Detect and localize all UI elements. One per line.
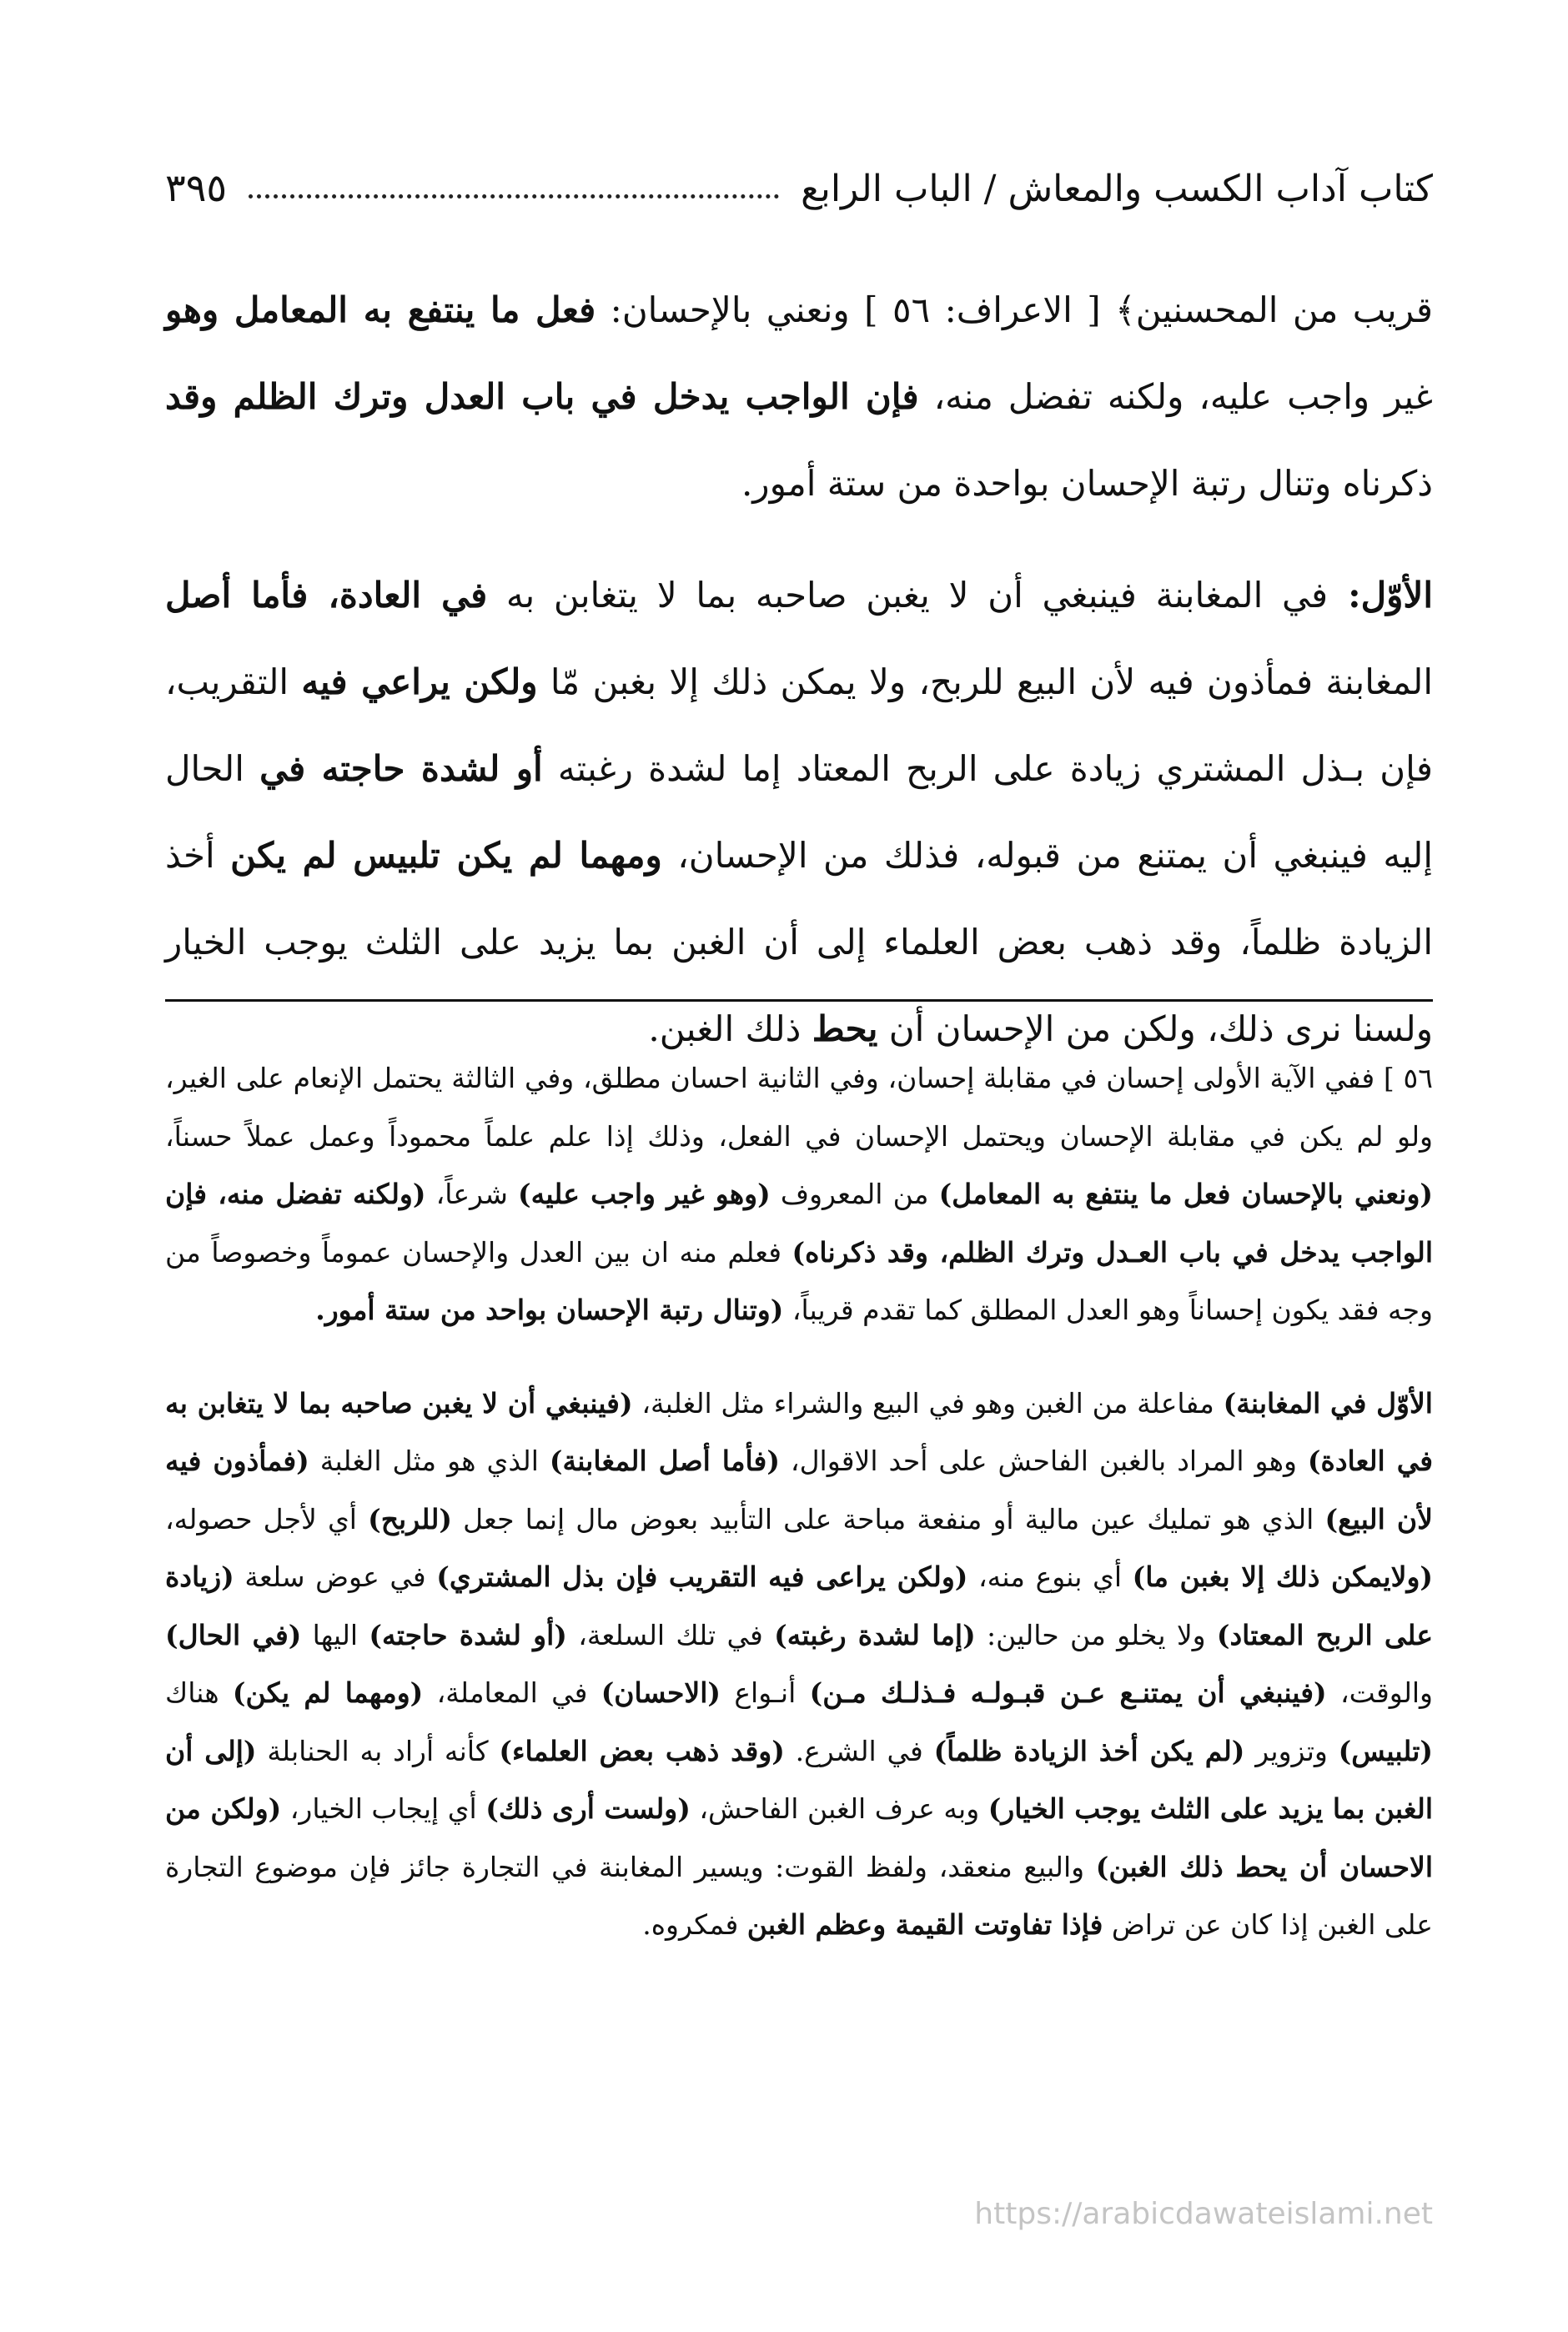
watermark-url: https://arabicdawateislami.net	[974, 2197, 1433, 2231]
bold-text-run: (ولكن يراعى فيه التقريب فإن بذل المشتري)	[436, 1561, 968, 1593]
main-paragraph-1	[165, 267, 1433, 527]
text-run: الحال إليه فينبغي أن يمتنع من قبوله، فذلك من الإحسان،	[165, 748, 1434, 876]
bold-text-run: (للربح)	[368, 1502, 453, 1535]
bold-text-run: (ولكن من الاحسان أن يحط ذلك الغبن)	[165, 1792, 1433, 1883]
bold-text-run: (ولايمكن ذلك إلا بغبن ما)	[1132, 1561, 1433, 1593]
bold-text-run: (تلبيس)	[1338, 1734, 1433, 1767]
bold-text-run: (فأما أصل المغابنة)	[549, 1445, 780, 1477]
bold-text-run: (إلى أن الغبن بما يزيد على الثلث يوجب الخيار)	[165, 1734, 1433, 1825]
bold-text-run: (وقد ذهب بعض العلماء)	[499, 1734, 785, 1767]
bold-text-run: (وتنال رتبة الإحسان بواحد من ستة أمور.	[315, 1294, 784, 1326]
text-run: وبه عرف الغبن الفاحش،	[690, 1792, 988, 1825]
text-run: غير واجب عليه، ولكنه تفضل منه،	[918, 376, 1434, 417]
bold-text-run: الأوّل:	[1328, 575, 1434, 616]
text-run: والوقت،	[1326, 1676, 1433, 1709]
bold-text-run: ومهما لم يكن تلبيس لم يكن	[230, 835, 662, 876]
text-run: ولا يخلو من حالين:	[975, 1618, 1217, 1651]
bold-text-run: (ولكنه تفضل منه، فإن الواجب يدخل في باب العـدل وترك الظلم، وقد ذكرناه)	[165, 1178, 1433, 1269]
page-number: ٣٩٥	[165, 165, 228, 210]
text-run: كأنه أراد به الحنابلة	[256, 1734, 500, 1767]
commentary	[165, 1049, 1433, 1954]
bold-text-run: يحط	[812, 1008, 878, 1049]
bold-text-run: (إما لشدة رغبته)	[774, 1618, 976, 1651]
commentary-paragraph-2	[165, 1375, 1433, 1954]
bold-text-run: (ونعني بالإحسان فعل ما ينتفع به المعامل)	[938, 1178, 1433, 1210]
text-run: وتزوير	[1244, 1734, 1339, 1767]
text-run: في المغابنة فينبغي أن لا يغبن صاحبه بما لا يتغابن به	[487, 575, 1329, 616]
bold-text-run: (لم يكن أخذ الزيادة ظلماً)	[933, 1734, 1245, 1767]
text-run: أي بنوع منه،	[967, 1561, 1133, 1593]
bold-text-run: (فينبغي أن لا يغبن صاحبه بما لا يتغابن به في العادة)	[165, 1386, 1433, 1477]
text-run: مفاعلة من الغبن وهو في البيع والشراء مثل الغلبة،	[632, 1386, 1224, 1420]
text-run: أي لأجل حصوله،	[165, 1502, 369, 1535]
header-dot-leader	[249, 193, 779, 199]
bold-text-run: فإن الواجب يدخل في باب العدل وترك الظلم وقد	[165, 376, 919, 417]
main-paragraph-2	[165, 552, 1433, 1073]
text-run: في عوض سلعة	[234, 1561, 437, 1593]
text-run: أي إيجاب الخيار،	[281, 1792, 486, 1825]
footnote-separator	[165, 999, 1433, 1002]
bold-text-run: فإذا تفاوتت القيمة وعظم الغبن	[746, 1908, 1103, 1941]
text-run: الذي هو مثل الغلبة	[309, 1445, 550, 1477]
text-run: قريب من المحسنين﴾ [ الاعراف: ٥٦ ] ونعني بالإحسان:	[596, 289, 1433, 330]
text-run: ٥٦ ] ففي الآية الأولى إحسان في مقابلة إحسان، وفي الثانية احسان مطلق، وفي الثالثة يحتمل الإنعام على الغير، ولو لم يكن في مقابلة الإحسان ويحتمل الإحسان في الفعل، وذلك إذا علم علماً محموداً وعمل عملاً حسناً،	[165, 1062, 1433, 1153]
bold-text-run: (ومهما لم يكن)	[232, 1676, 424, 1709]
bold-text-run: ولكن يراعي فيه	[301, 661, 538, 702]
bold-text-run: (الاحسان)	[601, 1676, 721, 1709]
text-run: ذلك الغبن.	[648, 1008, 812, 1049]
text-run: شرعاً،	[425, 1178, 519, 1210]
text-run: فعلم منه ان بين العدل والإحسان عموماً وخصوصاً من وجه فقد يكون إحساناً وهو العدل المطلق كما تقدم قريباً،	[165, 1235, 1433, 1326]
text-run: أخذ الزيادة ظلماً، وقد ذهب بعض العلماء إلى أن الغبن بما يزيد على الثلث يوجب الخيار ولسنا نرى ذلك، ولكن من الإحسان أن	[165, 835, 1433, 1049]
text-run: من المعروف	[770, 1178, 939, 1210]
bold-text-run: فعل ما ينتفع به المعامل وهو	[165, 289, 596, 330]
text-run: هناك	[165, 1676, 233, 1709]
text-run: أنـواع	[721, 1676, 810, 1709]
bold-text-run: الأوّل في المغابنة)	[1223, 1386, 1433, 1420]
bold-text-run: (ولست أرى ذلك)	[485, 1792, 691, 1825]
text-run: الذي هو تمليك عين مالية أو منفعة مباحة على التأبيد بعوض مال إنما جعل	[452, 1502, 1325, 1535]
main-text	[165, 267, 1433, 1073]
text-run: فمكروه.	[642, 1908, 747, 1941]
text-run: في تلك السلعة،	[566, 1618, 775, 1651]
running-header	[165, 143, 1433, 210]
text-run: التقريب، فإن بـذل المشتري زيادة على الربح المعتاد إما لشدة رغبته	[165, 661, 1433, 789]
bold-text-run: (في الحال)	[165, 1618, 302, 1651]
bold-text-run: أو لشدة حاجته في	[259, 748, 543, 789]
text-run: في المعاملة،	[423, 1676, 601, 1709]
header-title: كتاب آداب الكسب والمعاش / الباب الرابع	[801, 168, 1433, 210]
text-run: اليها	[301, 1618, 369, 1651]
bold-text-run: في العادة، فأما أصل	[165, 575, 488, 616]
text-run: في الشرع.	[784, 1734, 934, 1767]
bold-text-run: (فينبغي أن يمتنـع عـن قبـولـه فـذلـك مـن)	[809, 1676, 1327, 1709]
bold-text-run: (فمأذون فيه لأن البيع)	[165, 1445, 1433, 1535]
text-run: والبيع منعقد، ولفظ القوت: ويسير المغابنة في التجارة جائز فإن موضوع التجارة على الغبن إذا كان عن تراض	[165, 1850, 1433, 1941]
bold-text-run: (وهو غير واجب عليه)	[518, 1178, 771, 1210]
bold-text-run: (زيادة على الربح المعتاد)	[165, 1561, 1434, 1651]
bold-text-run: (أو لشدة حاجته)	[369, 1618, 567, 1651]
text-run: المغابنة فمأذون فيه لأن البيع للربح، ولا يمكن ذلك إلا بغبن مّا	[537, 661, 1434, 702]
text-run: وهو المراد بالغبن الفاحش على أحد الاقوال،	[779, 1445, 1308, 1477]
commentary-paragraph-1	[165, 1049, 1433, 1339]
text-run: ذكرناه وتنال رتبة الإحسان بواحدة من ستة أمور.	[741, 463, 1433, 504]
